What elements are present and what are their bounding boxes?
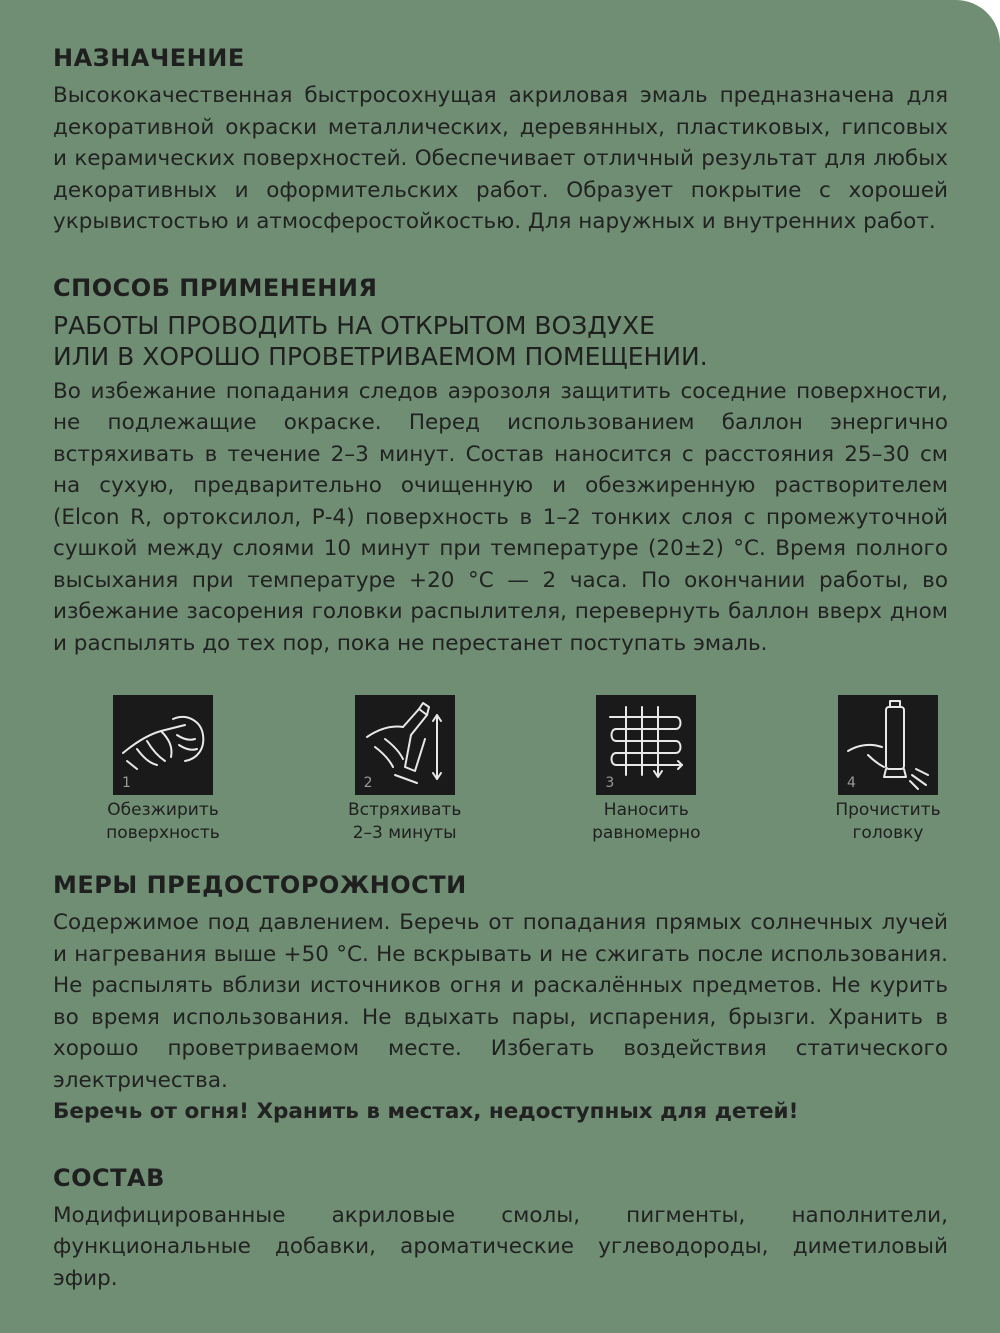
composition-heading: СОСТАВ [53, 1163, 165, 1192]
composition-section [53, 1160, 948, 1295]
step-3 [586, 695, 706, 845]
usage-heading: СПОСОБ ПРИМЕНЕНИЯ [53, 273, 378, 302]
step-4 [828, 695, 948, 845]
step-2-label: Встряхивать 2–3 минуты [347, 800, 462, 843]
step-2 [345, 695, 465, 845]
spray-pattern-icon [596, 695, 696, 795]
degrease-hand-icon [113, 695, 213, 795]
step-1-label: Обезжирить поверхность [106, 800, 220, 843]
step-3-number: 3 [605, 775, 615, 791]
precautions-warning: Беречь от огня! Хранить в местах, недоступных для детей! [53, 1099, 799, 1124]
usage-text: Во избежание попадания следов аэрозоля защитить соседние поверхности, не подлежащие окраске. Перед использованием баллон энергично встряхивать в течение 2–3 минут. Состав наносится с расстояния 25–30 см на сухую, предварительно очищенную и обезжиренную растворителем (Elcon R, ортоксилол, Р-4) поверхность в 1–2 тонких слоя с промежуточной сушкой между слоями 10 минут при температуре (20±2) °С. Время полного высыхания при температуре +20 °С — 2 часа. По окончании работы, во избежание засорения головки распылителя, перевернуть баллон вверх дном и распылять до тех пор, пока не перестанет поступать эмаль. [53, 378, 948, 656]
precautions-section [53, 867, 948, 1128]
steps-row [103, 695, 948, 845]
step-4-number: 4 [846, 775, 856, 791]
usage-caps-line-1: РАБОТЫ ПРОВОДИТЬ НА ОТКРЫТОМ ВОЗДУХЕ [53, 310, 655, 340]
usage-caps-line-2: ИЛИ В ХОРОШО ПРОВЕТРИВАЕМОМ ПОМЕЩЕНИИ. [53, 341, 708, 371]
precautions-text: Содержимое под давлением. Беречь от попадания прямых солнечных лучей и нагревания выше +50 °С. Не вскрывать и не сжигать после использования. Не распылять вблизи источников огня и раскалённых предметов. Не курить во время использования. Не вдыхать пары, испарения, брызги. Хранить в хорошо проветриваемом месте. Избегать воздействия статического электричества. [53, 910, 948, 1093]
precautions-heading: МЕРЫ ПРЕДОСТОРОЖНОСТИ [53, 871, 467, 899]
content [53, 40, 948, 1326]
clean-nozzle-icon [838, 695, 938, 795]
composition-text: Модифицированные акриловые смолы, пигменты, наполнители, функциональные добавки, ароматические углеводороды, диметиловый эфир. [53, 1202, 948, 1291]
step-1 [103, 695, 223, 845]
step-3-label: Наносить равномерно [592, 800, 701, 843]
purpose-heading: НАЗНАЧЕНИЕ [53, 44, 245, 72]
usage-section [53, 270, 948, 660]
shake-can-icon [355, 695, 455, 795]
purpose-section [53, 40, 948, 238]
purpose-text: Высококачественная быстросохнущая акриловая эмаль предназначена для декоративной окраски металлических, деревянных, пластиковых, гипсовых и керамических поверхностей. Обеспечивает отличный результат для любых декоративных и оформительских работ. Образует покрытие с хорошей укрывистостью и атмосферостойкостью. Для наружных и внутренних работ. [53, 83, 948, 234]
step-4-label: Прочистить головку [835, 800, 941, 843]
step-2-number: 2 [363, 775, 373, 791]
step-1-number: 1 [122, 775, 131, 791]
